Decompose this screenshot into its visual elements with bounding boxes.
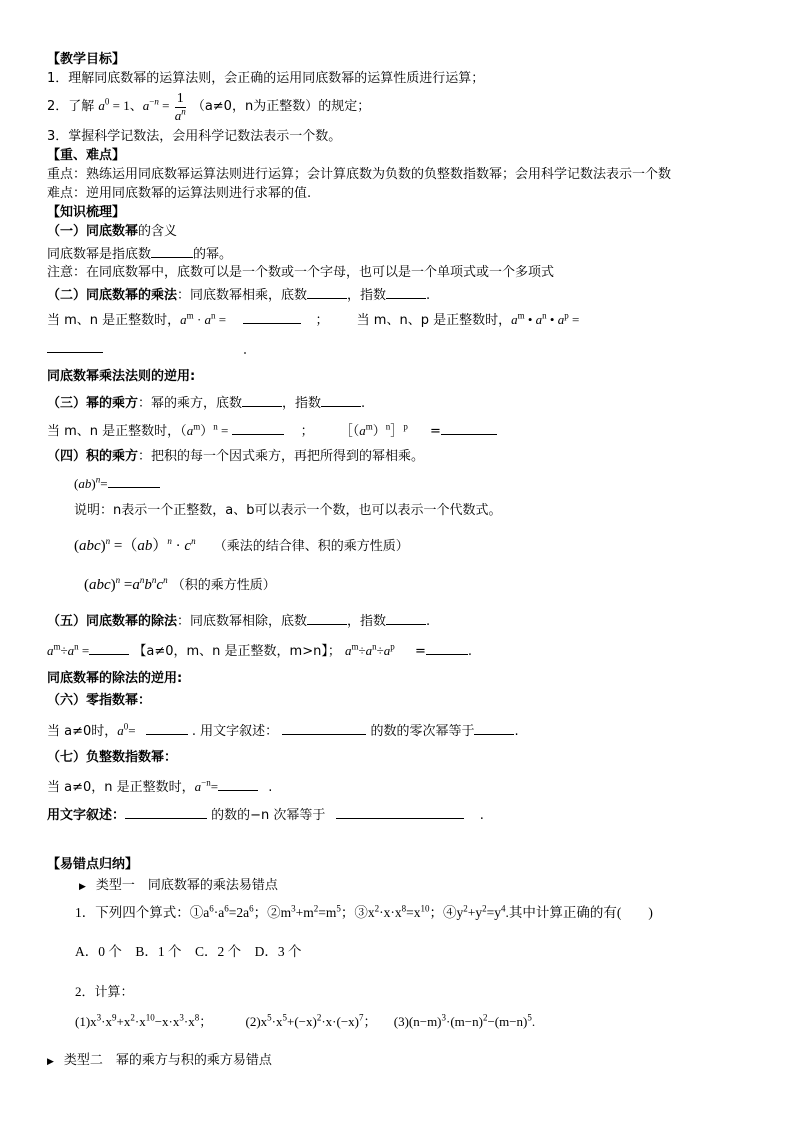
objective-1: 1．理解同底数幂的运算法则，会正确的运用同底数幂的运算性质进行运算； (47, 71, 485, 86)
s3-rule-a: ：幂的乘方，底数 (138, 396, 243, 411)
section-7-text (47, 804, 484, 825)
section-1-title: （一）同底数幂 (47, 224, 139, 239)
formula-power-of-power-of-power: $[(a^m)^n]^p$ (339, 421, 408, 438)
objectives-title: 【教学目标】 (47, 52, 126, 67)
section-7-line: 当 a≠0，n 是正整数时，$a^{-n}=$ . (47, 777, 273, 795)
blank[interactable] (307, 284, 347, 299)
blank[interactable] (47, 338, 103, 353)
blank[interactable] (386, 610, 426, 625)
section-3-conditions: 当 m、n 是正整数时，$(a^m)^n$ = ； $[(a^m)^n]^p$ = (47, 420, 497, 441)
blank[interactable] (441, 420, 497, 435)
s6-line-d: . (514, 724, 519, 739)
key-points-title: 【重、难点】 (47, 148, 126, 163)
errors-title: 【易错点归纳】 (47, 857, 139, 872)
s2-cond-1: 当 m、n 是正整数时， (47, 313, 181, 328)
s3-cond: 当 m、n 是正整数时， (47, 424, 181, 439)
blank[interactable] (474, 720, 514, 735)
s5-cond: 【a≠0，m、n 是正整数，m>n】； (133, 644, 341, 659)
section-7-title: （七）负整数指数幂 (47, 750, 165, 765)
s5-rule-a: ：同底数幂相除，底数 (177, 614, 308, 629)
type-1-heading (79, 877, 278, 896)
q2-part-3: $(3)(n-m)^3\cdot(m-n)^2-(m-n)^5$. (393, 1012, 536, 1029)
s6-line-a: 当 a≠0时， (47, 724, 118, 739)
blank[interactable] (218, 776, 258, 791)
section-5-conditions: $a^m\div a^n$ = 【a≠0，m、n 是正整数，m>n】； $a^m\div a^n\div a^p$ = . (47, 641, 472, 659)
s2-rule-b: ，指数 (347, 288, 387, 303)
section-4-property-1 (74, 537, 409, 556)
section-2-inverse: 同底数幂乘法法则的逆用: (47, 369, 196, 384)
s3-rule-b: ，指数 (282, 396, 322, 411)
blank[interactable] (108, 473, 160, 488)
s4-rule: ：把积的每一个因式乘方，再把所得到的幂相乘。 (138, 449, 425, 464)
q2-part-1: $(1)x^3\cdot x^9+x^2\cdot x^{10}-x\cdot x^3\cdot x^8$； (75, 1012, 213, 1029)
s2-rule-a: ：同底数幂相乘，底数 (177, 288, 308, 303)
question-2-parts (75, 1013, 535, 1031)
q1-a: 1．下列四个算式：①a (75, 905, 210, 920)
s4-prop-2: （积的乘方性质） (171, 578, 276, 593)
section-2-answer-line (47, 338, 103, 359)
s5-rule-b: ，指数 (347, 614, 387, 629)
q2-part-2: $(2)x^5\cdot x^5+(-x)^2\cdot x\cdot(-x)^7$； (245, 1012, 377, 1029)
s2-cond-2: 当 m、n、p 是正整数时， (356, 313, 512, 328)
section-4-note: 说明：n表示一个正整数，a、b可以表示一个数，也可以表示一个代数式。 (74, 503, 502, 518)
section-5-title: （五）同底数幂的除法 (47, 614, 178, 629)
blank[interactable] (336, 804, 464, 819)
section-3-rule (47, 392, 365, 413)
formula-a-neg-n: $a^{-n}=$ (194, 777, 219, 794)
formula-abc-power-1: $(abc)^n =(ab)^n \cdot c^n$ (74, 536, 196, 554)
objective-2 (47, 88, 370, 125)
formula-abc-power-2: $(abc)^n =a^nb^nc^n$ (84, 575, 168, 593)
section-3-title: （三）幂的乘方 (47, 396, 139, 411)
question-1: 1．下列四个算式：$①a^6\cdot a^6=2a^6$；$②m^3+m^2=m^5$；$③x^2\cdot x\cdot x^8=x^{10}$；$④y^2+y^2=y^4$.其中计算正确的有( ) (75, 903, 653, 920)
section-1-note: 注意：在同底数幂中，底数可以是一个数或一个字母，也可以是一个单项式或一个多项式 (47, 265, 555, 280)
type-2-heading (47, 1052, 272, 1071)
s7-text-a: 用文字叙述： (47, 808, 126, 823)
blank[interactable] (307, 610, 347, 625)
objective-3: 3．掌握科学记数法，会用科学记数法表示一个数。 (47, 129, 342, 144)
blank[interactable] (242, 392, 282, 407)
section-1-definition (47, 243, 232, 264)
blank[interactable] (386, 284, 426, 299)
section-7-heading (47, 749, 177, 767)
section-4-title: （四）积的乘方 (47, 449, 139, 464)
s1-def-a: 同底数幂是指底数 (47, 247, 152, 262)
s2-rule-c: . (426, 288, 431, 303)
formula-am-an: $a^m \cdot a^n$ = (180, 310, 230, 327)
formula-zero-neg-exponent: $a^0 = 1$、$a^{-n}$ = $\frac{1}{a^n}$ (98, 90, 186, 123)
s7-line: 当 a≠0，n 是正整数时， (47, 780, 195, 795)
section-2-rule (47, 284, 430, 305)
section-4-rule (47, 448, 424, 466)
question-1-options: A．0 个 B．1 个 C．2 个 D．3 个 (75, 944, 302, 959)
formula-am-an-ap: $a^m$ • $a^n$ • $a^p$ = (511, 310, 580, 327)
objective-2-suffix: （a≠0，n为正整数）的规定； (191, 99, 371, 114)
question-2-title: 2．计算： (75, 984, 134, 999)
section-6-colon: ： (138, 693, 152, 708)
knowledge-title: 【知识梳理】 (47, 205, 126, 220)
s3-rule-c: . (361, 396, 366, 411)
type-2-label: 类型二 幂的乘方与积的乘方易错点 (63, 1053, 272, 1068)
formula-a0: $a^0=$ (117, 721, 136, 738)
section-1-tail: 的含义 (138, 224, 178, 239)
type-1-label: 类型一 同底数幂的乘法易错点 (95, 878, 278, 893)
blank[interactable] (89, 640, 129, 655)
blank[interactable] (282, 720, 366, 735)
key-point: 重点：熟练运用同底数幂运算法则进行运算；会计算底数为负数的负整数指数幂；会用科学记数法表示一个数 (47, 167, 672, 182)
triangle-bullet-icon: ▶ (47, 1057, 54, 1067)
blank[interactable] (426, 640, 468, 655)
objective-2-prefix: 2．了解 (47, 99, 95, 114)
section-7-colon: ： (164, 750, 178, 765)
formula-am-div-an: $a^m\div a^n$ = (47, 641, 90, 658)
section-1-heading (47, 223, 177, 241)
s6-line-b: . 用文字叙述： (191, 724, 279, 739)
s4-prop-1: （乘法的结合律、积的乘方性质） (213, 539, 409, 554)
section-6-heading (47, 692, 151, 710)
blank[interactable] (151, 243, 193, 258)
difficulty: 难点：逆用同底数幂的运算法则进行求幂的值. (47, 186, 312, 201)
blank[interactable] (232, 420, 284, 435)
section-2-title: （二）同底数幂的乘法 (47, 288, 178, 303)
s7-text-b: 的数的−n 次幂等于 (211, 808, 326, 823)
triangle-bullet-icon: ▶ (79, 882, 86, 892)
section-5-rule (47, 610, 430, 631)
blank[interactable] (125, 804, 207, 819)
formula-am-div-an-div-ap: $a^m\div a^n\div a^p$ (345, 641, 395, 658)
s5-rule-c: . (426, 614, 431, 629)
blank[interactable] (321, 392, 361, 407)
blank[interactable] (146, 720, 188, 735)
formula-power-of-power: $(a^m)^n$ = (180, 421, 229, 438)
section-5-inverse: 同底数幂的除法的逆用: (47, 671, 183, 686)
section-6-title: （六）零指数幂 (47, 693, 139, 708)
section-2-conditions: 当 m、n 是正整数时，$a^m \cdot a^n$ = ； 当 m、n、p 是正整数时，$a^m$ • $a^n$ • $a^p$ = (47, 310, 580, 328)
s7-text-c: . (479, 808, 484, 823)
section-6-line (47, 720, 519, 741)
s1-def-b: 的幂。 (193, 247, 233, 262)
formula-ab-power: (ab)$^n$= (74, 473, 160, 493)
blank[interactable] (243, 309, 301, 324)
section-4-property-2 (84, 576, 276, 595)
stray-dot (244, 352, 246, 354)
s6-line-c: 的数的零次幂等于 (370, 724, 475, 739)
